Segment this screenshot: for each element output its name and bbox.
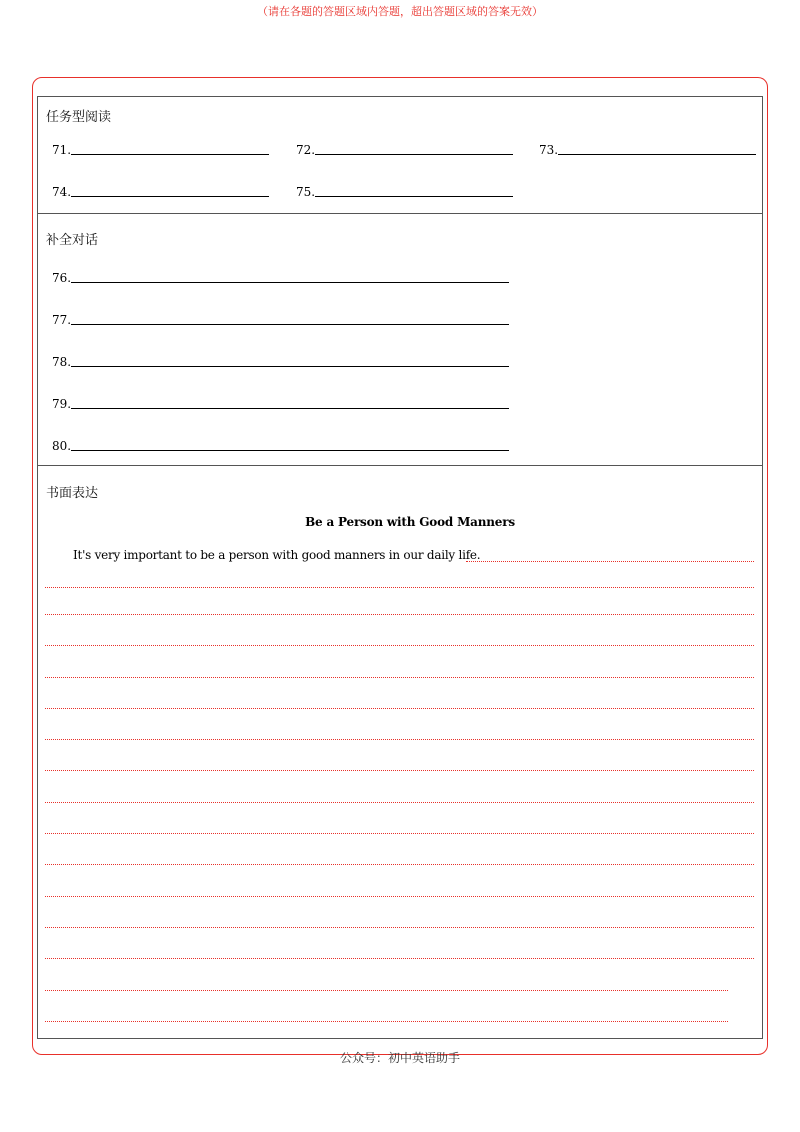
- answer-blank-71[interactable]: [52, 143, 269, 157]
- question-number: 72.: [296, 143, 316, 157]
- writing-line[interactable]: [45, 739, 754, 740]
- writing-line[interactable]: [45, 864, 754, 865]
- answer-line: [315, 154, 513, 155]
- question-number: 73.: [539, 143, 559, 157]
- answer-blank-72[interactable]: [296, 143, 513, 157]
- writing-line[interactable]: [45, 708, 754, 709]
- answer-area-notice: （请在各题的答题区域内答题，超出答题区域的答案无效）: [257, 5, 543, 18]
- answer-blank-79[interactable]: [52, 397, 509, 411]
- writing-line[interactable]: [45, 770, 754, 771]
- answer-line: [558, 154, 756, 155]
- writing-line[interactable]: [466, 561, 754, 562]
- writing-line[interactable]: [45, 587, 754, 588]
- essay-opening-sentence: It's very important to be a person with good manners in our daily life.: [73, 548, 481, 562]
- essay-title: Be a Person with Good Manners: [305, 515, 515, 529]
- answer-blank-74[interactable]: [52, 185, 269, 199]
- answer-line: [71, 196, 269, 197]
- footer-watermark: 公众号：初中英语助手: [339, 1051, 460, 1065]
- answer-line: [71, 282, 509, 283]
- writing-line[interactable]: [45, 927, 754, 928]
- question-number: 77.: [52, 313, 72, 327]
- question-number: 79.: [52, 397, 72, 411]
- question-number: 75.: [296, 185, 316, 199]
- writing-line[interactable]: [45, 896, 754, 897]
- question-number: 74.: [52, 185, 72, 199]
- writing-line[interactable]: [45, 990, 728, 991]
- answer-line: [71, 154, 269, 155]
- answer-blank-80[interactable]: [52, 439, 509, 453]
- answer-blank-73[interactable]: [539, 143, 756, 157]
- question-number: 76.: [52, 271, 72, 285]
- section-title-dialogue: 补全对话: [46, 233, 99, 248]
- answer-line: [71, 450, 509, 451]
- writing-line[interactable]: [45, 802, 754, 803]
- answer-line: [71, 366, 509, 367]
- section-title-writing: 书面表达: [46, 486, 99, 501]
- question-number: 71.: [52, 143, 72, 157]
- answer-line: [71, 408, 509, 409]
- answer-blank-77[interactable]: [52, 313, 509, 327]
- answer-area-inner-frame: [37, 96, 763, 1039]
- writing-line[interactable]: [45, 833, 754, 834]
- section-title-task-reading: 任务型阅读: [46, 110, 112, 125]
- writing-line[interactable]: [45, 1021, 728, 1022]
- writing-line[interactable]: [45, 958, 754, 959]
- answer-line: [315, 196, 513, 197]
- answer-blank-78[interactable]: [52, 355, 509, 369]
- writing-line[interactable]: [45, 614, 754, 615]
- section-divider: [37, 465, 763, 466]
- writing-line[interactable]: [45, 677, 754, 678]
- writing-line[interactable]: [45, 645, 754, 646]
- answer-line: [71, 324, 509, 325]
- answer-blank-75[interactable]: [296, 185, 513, 199]
- answer-blank-76[interactable]: [52, 271, 509, 285]
- question-number: 78.: [52, 355, 72, 369]
- section-divider: [37, 213, 763, 214]
- question-number: 80.: [52, 439, 72, 453]
